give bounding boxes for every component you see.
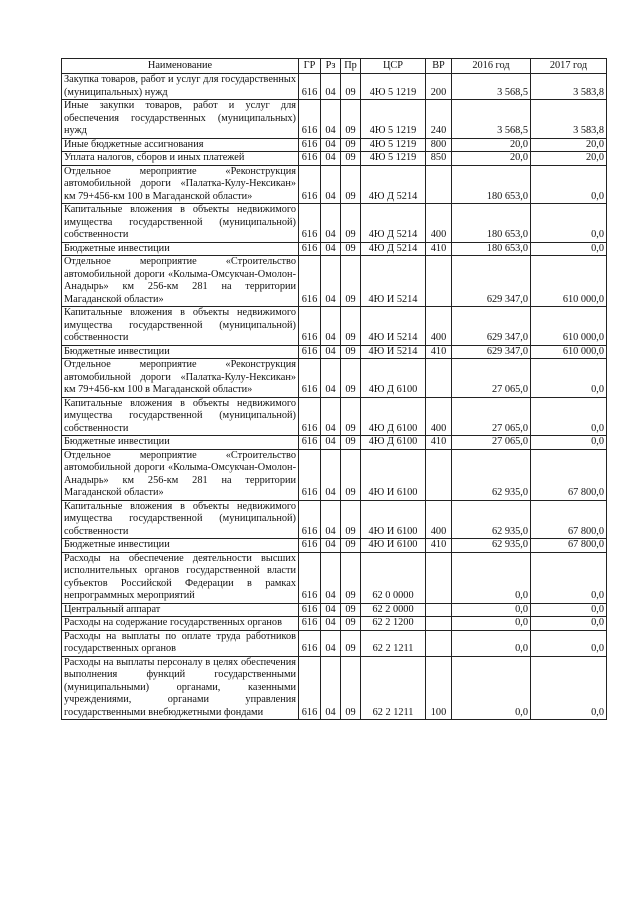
cell-vr: 200 <box>426 74 452 100</box>
cell-name: Закупка товаров, работ и услуг для государственных (муниципальных) нужд <box>62 74 299 100</box>
cell-name: Бюджетные инвестиции <box>62 242 299 256</box>
cell-pr: 09 <box>341 552 361 603</box>
cell-2017: 3 583,8 <box>531 74 607 100</box>
table-header <box>62 59 607 74</box>
cell-rz: 04 <box>321 307 341 346</box>
cell-gr: 616 <box>299 345 321 359</box>
cell-2016: 180 653,0 <box>452 165 531 204</box>
cell-name: Уплата налогов, сборов и иных платежей <box>62 152 299 166</box>
cell-name: Расходы на обеспечение деятельности высших исполнительных органов государственной власти субъектов Российской Федерации в рамках непрограммных мероприятий <box>62 552 299 603</box>
cell-gr: 616 <box>299 603 321 617</box>
cell-2016: 3 568,5 <box>452 74 531 100</box>
cell-rz: 04 <box>321 656 341 720</box>
cell-2016: 27 065,0 <box>452 436 531 450</box>
cell-vr: 410 <box>426 345 452 359</box>
header-2016: 2016 год <box>452 59 531 74</box>
header-row <box>62 59 607 74</box>
cell-name: Отдельное мероприятие «Реконструкция автомобильной дороги «Палатка-Кулу-Нексикан» км 79+456-км 100 в Магаданской области» <box>62 165 299 204</box>
cell-csr: 4Ю 5 1219 <box>361 74 426 100</box>
table-row <box>62 345 607 359</box>
cell-rz: 04 <box>321 617 341 631</box>
cell-csr: 62 2 0000 <box>361 603 426 617</box>
cell-vr: 850 <box>426 152 452 166</box>
cell-pr: 09 <box>341 539 361 553</box>
cell-2016: 27 065,0 <box>452 397 531 436</box>
cell-pr: 09 <box>341 359 361 398</box>
header-vr: ВР <box>426 59 452 74</box>
cell-2017: 0,0 <box>531 204 607 243</box>
cell-csr: 4Ю Д 6100 <box>361 436 426 450</box>
cell-2017: 0,0 <box>531 630 607 656</box>
table-row <box>62 242 607 256</box>
cell-gr: 616 <box>299 74 321 100</box>
cell-2017: 0,0 <box>531 242 607 256</box>
cell-2016: 0,0 <box>452 552 531 603</box>
cell-vr <box>426 449 452 500</box>
cell-gr: 616 <box>299 449 321 500</box>
cell-csr: 4Ю И 6100 <box>361 449 426 500</box>
table-row <box>62 138 607 152</box>
cell-rz: 04 <box>321 449 341 500</box>
header-rz: Рз <box>321 59 341 74</box>
cell-2017: 0,0 <box>531 617 607 631</box>
cell-name: Бюджетные инвестиции <box>62 345 299 359</box>
cell-pr: 09 <box>341 100 361 139</box>
cell-csr: 4Ю 5 1219 <box>361 152 426 166</box>
cell-vr <box>426 359 452 398</box>
cell-vr: 400 <box>426 500 452 539</box>
table-row <box>62 552 607 603</box>
cell-2017: 3 583,8 <box>531 100 607 139</box>
cell-pr: 09 <box>341 656 361 720</box>
cell-gr: 616 <box>299 242 321 256</box>
table-row <box>62 397 607 436</box>
cell-rz: 04 <box>321 204 341 243</box>
cell-2017: 0,0 <box>531 656 607 720</box>
cell-vr: 400 <box>426 397 452 436</box>
header-csr: ЦСР <box>361 59 426 74</box>
table-row <box>62 204 607 243</box>
cell-name: Капитальные вложения в объекты недвижимого имущества государственной (муниципальной) собственности <box>62 397 299 436</box>
cell-csr: 4Ю Д 6100 <box>361 397 426 436</box>
cell-pr: 09 <box>341 630 361 656</box>
cell-vr: 240 <box>426 100 452 139</box>
cell-rz: 04 <box>321 165 341 204</box>
cell-2016: 0,0 <box>452 656 531 720</box>
cell-csr: 62 2 1211 <box>361 630 426 656</box>
cell-csr: 4Ю Д 5214 <box>361 242 426 256</box>
cell-name: Бюджетные инвестиции <box>62 539 299 553</box>
cell-csr: 4Ю 5 1219 <box>361 138 426 152</box>
table-row <box>62 603 607 617</box>
cell-pr: 09 <box>341 603 361 617</box>
cell-rz: 04 <box>321 397 341 436</box>
cell-2016: 180 653,0 <box>452 204 531 243</box>
table-row <box>62 449 607 500</box>
cell-name: Отдельное мероприятие «Строительство автомобильной дороги «Колыма-Омсукчан-Омолон-Анадырь» км 256-км 281 на территории Магаданской области» <box>62 449 299 500</box>
cell-pr: 09 <box>341 165 361 204</box>
cell-rz: 04 <box>321 345 341 359</box>
cell-pr: 09 <box>341 204 361 243</box>
cell-pr: 09 <box>341 436 361 450</box>
cell-gr: 616 <box>299 500 321 539</box>
cell-rz: 04 <box>321 242 341 256</box>
table-row <box>62 165 607 204</box>
cell-vr: 400 <box>426 307 452 346</box>
cell-2016: 180 653,0 <box>452 242 531 256</box>
cell-vr <box>426 165 452 204</box>
cell-gr: 616 <box>299 630 321 656</box>
cell-csr: 4Ю 5 1219 <box>361 100 426 139</box>
cell-2017: 610 000,0 <box>531 345 607 359</box>
cell-csr: 62 0 0000 <box>361 552 426 603</box>
cell-name: Бюджетные инвестиции <box>62 436 299 450</box>
cell-csr: 4Ю Д 6100 <box>361 359 426 398</box>
cell-name: Расходы на выплаты по оплате труда работников государственных органов <box>62 630 299 656</box>
cell-2016: 62 935,0 <box>452 500 531 539</box>
table-row <box>62 307 607 346</box>
cell-vr: 100 <box>426 656 452 720</box>
table-row <box>62 152 607 166</box>
cell-vr <box>426 630 452 656</box>
cell-rz: 04 <box>321 74 341 100</box>
cell-pr: 09 <box>341 397 361 436</box>
cell-2016: 0,0 <box>452 617 531 631</box>
cell-rz: 04 <box>321 359 341 398</box>
cell-vr <box>426 256 452 307</box>
cell-2017: 67 800,0 <box>531 539 607 553</box>
cell-2016: 27 065,0 <box>452 359 531 398</box>
cell-csr: 4Ю И 5214 <box>361 345 426 359</box>
cell-2016: 20,0 <box>452 138 531 152</box>
cell-vr: 800 <box>426 138 452 152</box>
cell-gr: 616 <box>299 436 321 450</box>
cell-2016: 629 347,0 <box>452 256 531 307</box>
cell-rz: 04 <box>321 256 341 307</box>
cell-2017: 20,0 <box>531 138 607 152</box>
cell-csr: 4Ю И 6100 <box>361 539 426 553</box>
cell-rz: 04 <box>321 539 341 553</box>
cell-name: Отдельное мероприятие «Реконструкция автомобильной дороги «Палатка-Кулу-Нексикан» км 79+456-км 100 в Магаданской области» <box>62 359 299 398</box>
cell-gr: 616 <box>299 552 321 603</box>
cell-2017: 0,0 <box>531 165 607 204</box>
cell-rz: 04 <box>321 138 341 152</box>
cell-rz: 04 <box>321 630 341 656</box>
cell-name: Капитальные вложения в объекты недвижимого имущества государственной (муниципальной) собственности <box>62 307 299 346</box>
cell-csr: 4Ю И 5214 <box>361 307 426 346</box>
cell-rz: 04 <box>321 500 341 539</box>
cell-gr: 616 <box>299 617 321 631</box>
cell-2016: 0,0 <box>452 603 531 617</box>
cell-pr: 09 <box>341 256 361 307</box>
cell-rz: 04 <box>321 552 341 603</box>
header-name: Наименование <box>62 59 299 74</box>
cell-vr: 410 <box>426 539 452 553</box>
cell-gr: 616 <box>299 152 321 166</box>
table-row <box>62 74 607 100</box>
cell-2016: 0,0 <box>452 630 531 656</box>
budget-table <box>61 58 607 720</box>
cell-pr: 09 <box>341 74 361 100</box>
cell-gr: 616 <box>299 204 321 243</box>
cell-2016: 3 568,5 <box>452 100 531 139</box>
cell-rz: 04 <box>321 100 341 139</box>
cell-2017: 0,0 <box>531 359 607 398</box>
header-2017: 2017 год <box>531 59 607 74</box>
table-row <box>62 656 607 720</box>
cell-pr: 09 <box>341 617 361 631</box>
cell-pr: 09 <box>341 345 361 359</box>
table-row <box>62 256 607 307</box>
cell-pr: 09 <box>341 500 361 539</box>
cell-2016: 62 935,0 <box>452 449 531 500</box>
cell-2017: 0,0 <box>531 397 607 436</box>
cell-csr: 62 2 1211 <box>361 656 426 720</box>
cell-gr: 616 <box>299 539 321 553</box>
cell-gr: 616 <box>299 359 321 398</box>
table-body <box>62 74 607 720</box>
cell-rz: 04 <box>321 152 341 166</box>
cell-csr: 4Ю Д 5214 <box>361 204 426 243</box>
cell-pr: 09 <box>341 307 361 346</box>
cell-vr: 410 <box>426 242 452 256</box>
cell-vr: 410 <box>426 436 452 450</box>
cell-pr: 09 <box>341 242 361 256</box>
cell-pr: 09 <box>341 449 361 500</box>
table-row <box>62 100 607 139</box>
cell-gr: 616 <box>299 100 321 139</box>
cell-2017: 0,0 <box>531 603 607 617</box>
cell-gr: 616 <box>299 165 321 204</box>
cell-name: Иные бюджетные ассигнования <box>62 138 299 152</box>
cell-2016: 629 347,0 <box>452 307 531 346</box>
cell-2016: 62 935,0 <box>452 539 531 553</box>
cell-vr <box>426 617 452 631</box>
cell-gr: 616 <box>299 138 321 152</box>
table-row <box>62 617 607 631</box>
table-row <box>62 539 607 553</box>
cell-2017: 67 800,0 <box>531 449 607 500</box>
cell-2016: 629 347,0 <box>452 345 531 359</box>
table-row <box>62 359 607 398</box>
cell-rz: 04 <box>321 436 341 450</box>
cell-csr: 4Ю Д 5214 <box>361 165 426 204</box>
cell-2017: 610 000,0 <box>531 307 607 346</box>
cell-csr: 4Ю И 6100 <box>361 500 426 539</box>
cell-vr <box>426 603 452 617</box>
cell-2017: 67 800,0 <box>531 500 607 539</box>
table-row <box>62 630 607 656</box>
cell-vr: 400 <box>426 204 452 243</box>
cell-name: Центральный аппарат <box>62 603 299 617</box>
cell-name: Иные закупки товаров, работ и услуг для обеспечения государственных (муниципальных) нужд <box>62 100 299 139</box>
table-row <box>62 500 607 539</box>
cell-csr: 62 2 1200 <box>361 617 426 631</box>
cell-gr: 616 <box>299 397 321 436</box>
cell-2017: 0,0 <box>531 436 607 450</box>
cell-rz: 04 <box>321 603 341 617</box>
cell-gr: 616 <box>299 256 321 307</box>
header-gr: ГР <box>299 59 321 74</box>
cell-2016: 20,0 <box>452 152 531 166</box>
cell-2017: 610 000,0 <box>531 256 607 307</box>
cell-pr: 09 <box>341 152 361 166</box>
header-pr: Пр <box>341 59 361 74</box>
cell-csr: 4Ю И 5214 <box>361 256 426 307</box>
cell-name: Капитальные вложения в объекты недвижимого имущества государственной (муниципальной) собственности <box>62 204 299 243</box>
cell-gr: 616 <box>299 307 321 346</box>
cell-pr: 09 <box>341 138 361 152</box>
cell-name: Отдельное мероприятие «Строительство автомобильной дороги «Колыма-Омсукчан-Омолон-Анадырь» км 256-км 281 на территории Магаданской области» <box>62 256 299 307</box>
cell-name: Расходы на содержание государственных органов <box>62 617 299 631</box>
cell-2017: 0,0 <box>531 552 607 603</box>
cell-gr: 616 <box>299 656 321 720</box>
cell-2017: 20,0 <box>531 152 607 166</box>
table-row <box>62 436 607 450</box>
cell-name: Капитальные вложения в объекты недвижимого имущества государственной (муниципальной) собственности <box>62 500 299 539</box>
cell-name: Расходы на выплаты персоналу в целях обеспечения выполнения функций государственными (муниципальными) органами, казенными учреждениями, органами управления государственными внебюджетными фондами <box>62 656 299 720</box>
cell-vr <box>426 552 452 603</box>
